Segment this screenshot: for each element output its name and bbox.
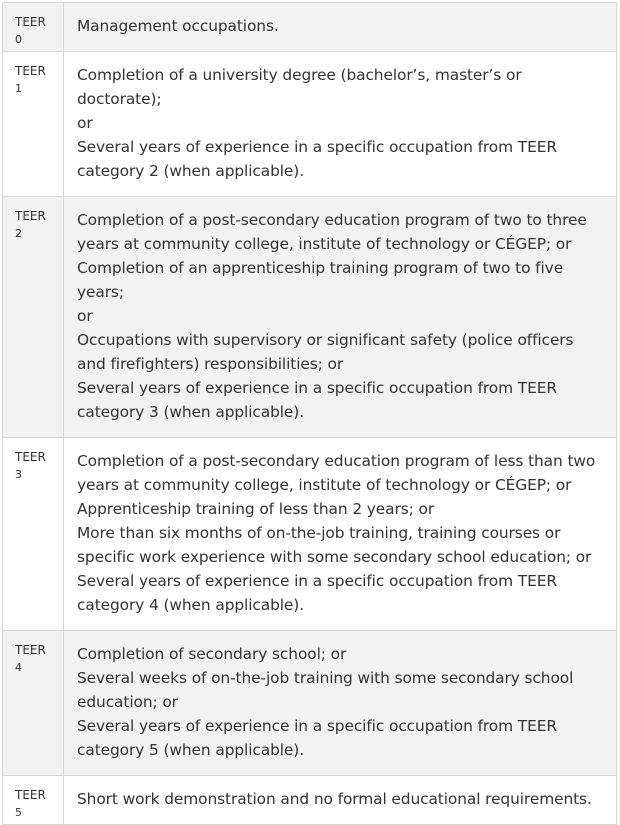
teer-number: 0 — [15, 33, 22, 46]
teer-category-cell — [3, 631, 64, 776]
requirement-line: or — [77, 307, 93, 325]
teer-label: TEER — [15, 15, 46, 29]
requirement-line: Completion of secondary school; or — [77, 645, 347, 663]
table-row-teer-3 — [3, 438, 617, 631]
teer-number: 2 — [15, 227, 22, 240]
teer-table-body — [3, 3, 617, 825]
table-row-teer-4 — [3, 631, 617, 776]
table-row-teer-0 — [3, 3, 617, 52]
requirement-line: Management occupations. — [77, 17, 279, 35]
requirement-line: Occupations with supervisory or significant safety (police officers and firefighters) responsibilities; or — [77, 331, 574, 373]
requirement-line: Several weeks of on-the-job training with some secondary school education; or — [77, 669, 574, 711]
teer-category-cell — [3, 197, 64, 438]
teer-label: TEER — [15, 64, 46, 78]
requirements-cell — [64, 52, 617, 197]
teer-number: 4 — [15, 661, 22, 674]
requirements-cell — [64, 197, 617, 438]
requirement-line: Completion of a post-secondary education program of less than two years at community college, institute of technology or CÉGEP; or — [77, 452, 596, 494]
teer-table — [2, 2, 617, 825]
teer-label: TEER — [15, 643, 46, 657]
teer-label: TEER — [15, 788, 46, 802]
table-row-teer-1 — [3, 52, 617, 197]
teer-label: TEER — [15, 450, 46, 464]
requirement-line: Several years of experience in a specific occupation from TEER category 3 (when applicable). — [77, 379, 557, 421]
requirement-line: Several years of experience in a specific occupation from TEER category 5 (when applicable). — [77, 717, 557, 759]
requirements-cell — [64, 3, 617, 52]
requirement-line: More than six months of on-the-job training, training courses or specific work experience with some secondary school education; or — [77, 524, 592, 566]
requirement-line: Completion of a post-secondary education program of two to three years at community college, institute of technology or CÉGEP; or — [77, 211, 587, 253]
teer-category-cell — [3, 3, 64, 52]
requirement-line: Several years of experience in a specific occupation from TEER category 2 (when applicable). — [77, 138, 557, 180]
requirement-line: Completion of an apprenticeship training program of two to five years; — [77, 259, 564, 301]
table-row-teer-2 — [3, 197, 617, 438]
teer-label: TEER — [15, 209, 46, 223]
teer-category-cell — [3, 776, 64, 825]
teer-category-cell — [3, 438, 64, 631]
teer-number: 3 — [15, 468, 22, 481]
requirement-line: Short work demonstration and no formal educational requirements. — [77, 790, 592, 808]
teer-category-cell — [3, 52, 64, 197]
requirement-line: Apprenticeship training of less than 2 years; or — [77, 500, 435, 518]
requirements-cell — [64, 631, 617, 776]
requirements-cell — [64, 438, 617, 631]
table-row-teer-5 — [3, 776, 617, 825]
requirement-line: Completion of a university degree (bachelor’s, master’s or doctorate); — [77, 66, 522, 108]
teer-number: 1 — [15, 82, 22, 95]
requirements-cell — [64, 776, 617, 825]
requirement-line: Several years of experience in a specific occupation from TEER category 4 (when applicable). — [77, 572, 557, 614]
requirement-line: or — [77, 114, 93, 132]
teer-number: 5 — [15, 806, 22, 819]
